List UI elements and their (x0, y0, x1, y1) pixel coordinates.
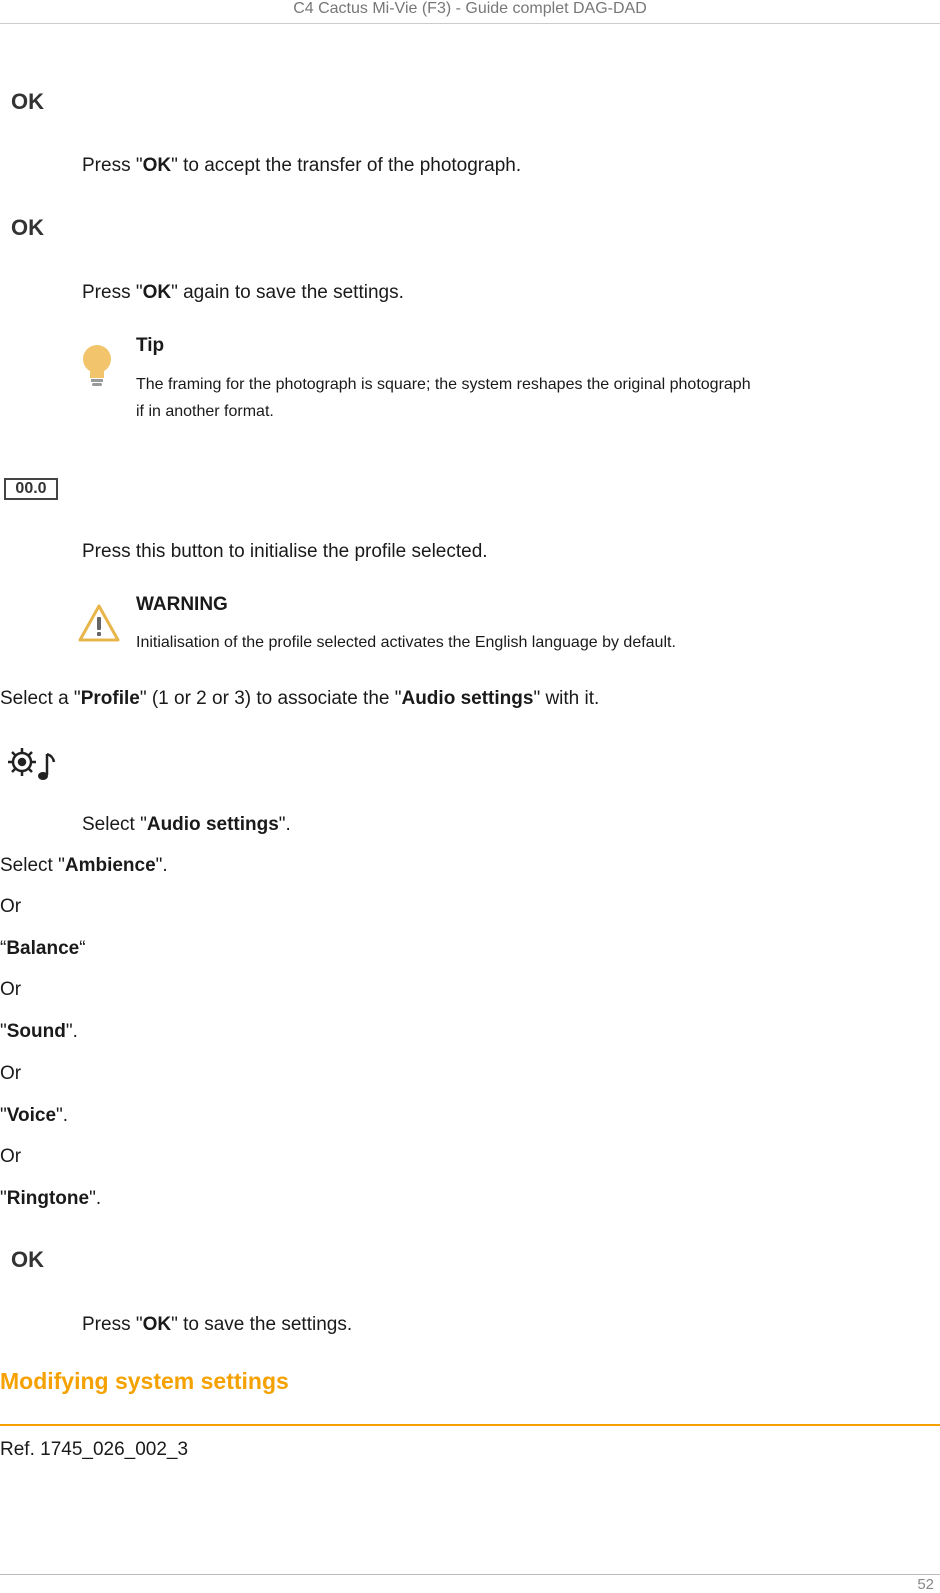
ok-button-icon: OK (11, 89, 44, 114)
option-voice: "Voice". (0, 1105, 69, 1126)
or-separator: Or (0, 896, 22, 917)
footer-divider (0, 1574, 940, 1575)
or-separator: Or (0, 1146, 22, 1167)
warning-triangle-icon (78, 603, 120, 643)
header-divider (0, 23, 940, 24)
step-ok-save: Press "OK" to save the settings. (82, 1314, 353, 1335)
or-separator: Or (0, 1063, 22, 1084)
option-sound: "Sound". (0, 1021, 78, 1042)
step-ok-again: Press "OK" again to save the settings. (82, 282, 404, 303)
or-separator: Or (0, 979, 22, 1000)
lightbulb-icon (82, 343, 112, 389)
warning-title: WARNING (136, 594, 228, 615)
section-divider (0, 1424, 940, 1426)
step-select-audio-settings: Select "Audio settings". (82, 814, 291, 835)
section-reference: Ref. 1745_026_002_3 (0, 1439, 189, 1460)
ok-button-icon: OK (11, 1247, 44, 1272)
step-ok-transfer: Press "OK" to accept the transfer of the photograph. (82, 155, 522, 176)
section-heading: Modifying system settings (0, 1368, 289, 1394)
tip-text-line-2: if in another format. (136, 403, 274, 420)
page-number: 52 (917, 1576, 934, 1593)
step-init-profile: Press this button to initialise the profile selected. (82, 541, 488, 562)
option-ringtone: "Ringtone". (0, 1188, 102, 1209)
option-balance: “Balance“ (0, 938, 86, 959)
tip-title: Tip (136, 335, 165, 356)
warning-text: Initialisation of the profile selected activates the English language by default. (136, 634, 676, 651)
gear-music-note-icon (5, 744, 59, 784)
step-select-ambience: Select "Ambience". (0, 855, 168, 876)
step-select-profile: Select a "Profile" (1 or 2 or 3) to associate the "Audio settings" with it. (0, 688, 600, 709)
ok-button-icon: OK (11, 215, 44, 240)
document-header-title: C4 Cactus Mi-Vie (F3) - Guide complet DAG-DAD (293, 0, 647, 17)
tip-text-line-1: The framing for the photograph is square; the system reshapes the original photograph (136, 376, 751, 393)
counter-display-icon: 00.0 (4, 478, 58, 500)
